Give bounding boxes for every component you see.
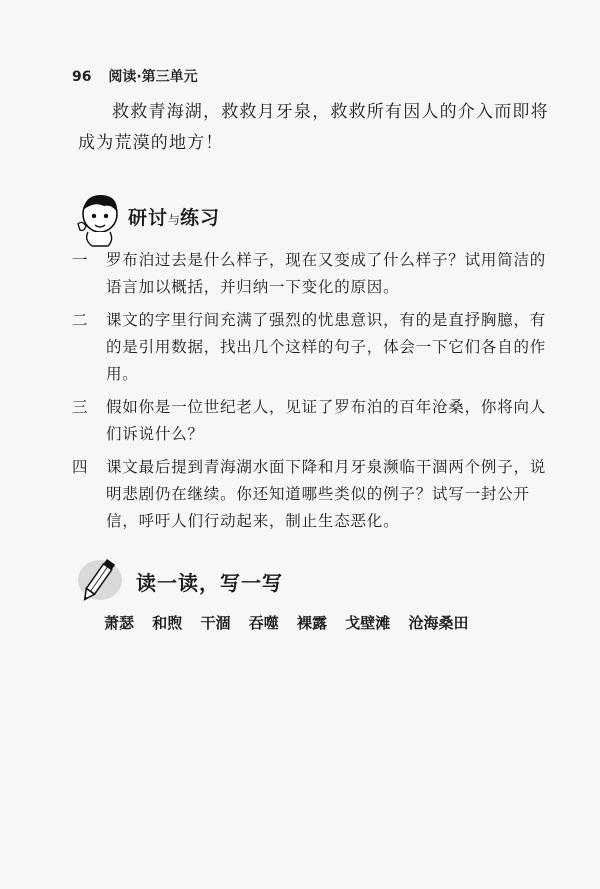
vocab-word: 干涸 [200, 614, 231, 632]
exercise-text: 课文最后提到青海湖水面下降和月牙泉濒临干涸两个例子，说明悲剧仍在继续。你还知道哪些类似的例子？试写一封公开信，呼吁人们行动起来，制止生态恶化。 [106, 458, 547, 530]
exercise-number: 一 [72, 251, 89, 269]
discussion-title-small: 与 [168, 213, 181, 227]
exercise-text: 课文的字里行间充满了强烈的忧患意识，有的是直抒胸臆，有的是引用数据，找出几个这样的句子，体会一下它们各自的作用。 [106, 311, 547, 383]
vocab-word: 戈壁滩 [345, 614, 391, 632]
exercise-item [72, 454, 562, 535]
vocab-word: 萧瑟 [104, 614, 135, 632]
exercise-list [72, 247, 562, 541]
intro-paragraph: 救救青海湖，救救月牙泉，救救所有因人的介入而即将成为荒漠的地方！ [78, 102, 549, 153]
exercise-item [72, 394, 562, 448]
vocab-word: 和煦 [152, 614, 183, 632]
exercise-item [72, 247, 562, 301]
page-header [72, 66, 198, 86]
exercise-number: 四 [72, 458, 89, 476]
vocab-word: 吞噬 [248, 614, 279, 632]
vocabulary-list [104, 612, 482, 633]
exercise-number: 三 [72, 398, 89, 416]
unit-title: 阅读·第三单元 [108, 69, 198, 85]
discussion-title [128, 203, 220, 230]
vocab-word: 裸露 [297, 614, 328, 632]
pencil-icon [76, 552, 126, 604]
page-number: 96 [72, 69, 92, 85]
read-write-title: 读一读，写一写 [136, 571, 283, 595]
exercise-text: 假如你是一位世纪老人，见证了罗布泊的百年沧桑，你将向人们诉说什么？ [106, 398, 547, 443]
exercise-text: 罗布泊过去是什么样子，现在又变成了什么样子？试用简洁的语言加以概括，并归纳一下变化的原因。 [106, 251, 547, 296]
discussion-title-a: 研讨 [128, 207, 169, 229]
boy-cartoon-icon [74, 190, 124, 248]
discussion-title-b: 练习 [180, 207, 221, 229]
exercise-item [72, 307, 562, 388]
vocab-word: 沧海桑田 [408, 614, 469, 632]
exercise-number: 二 [72, 311, 89, 329]
